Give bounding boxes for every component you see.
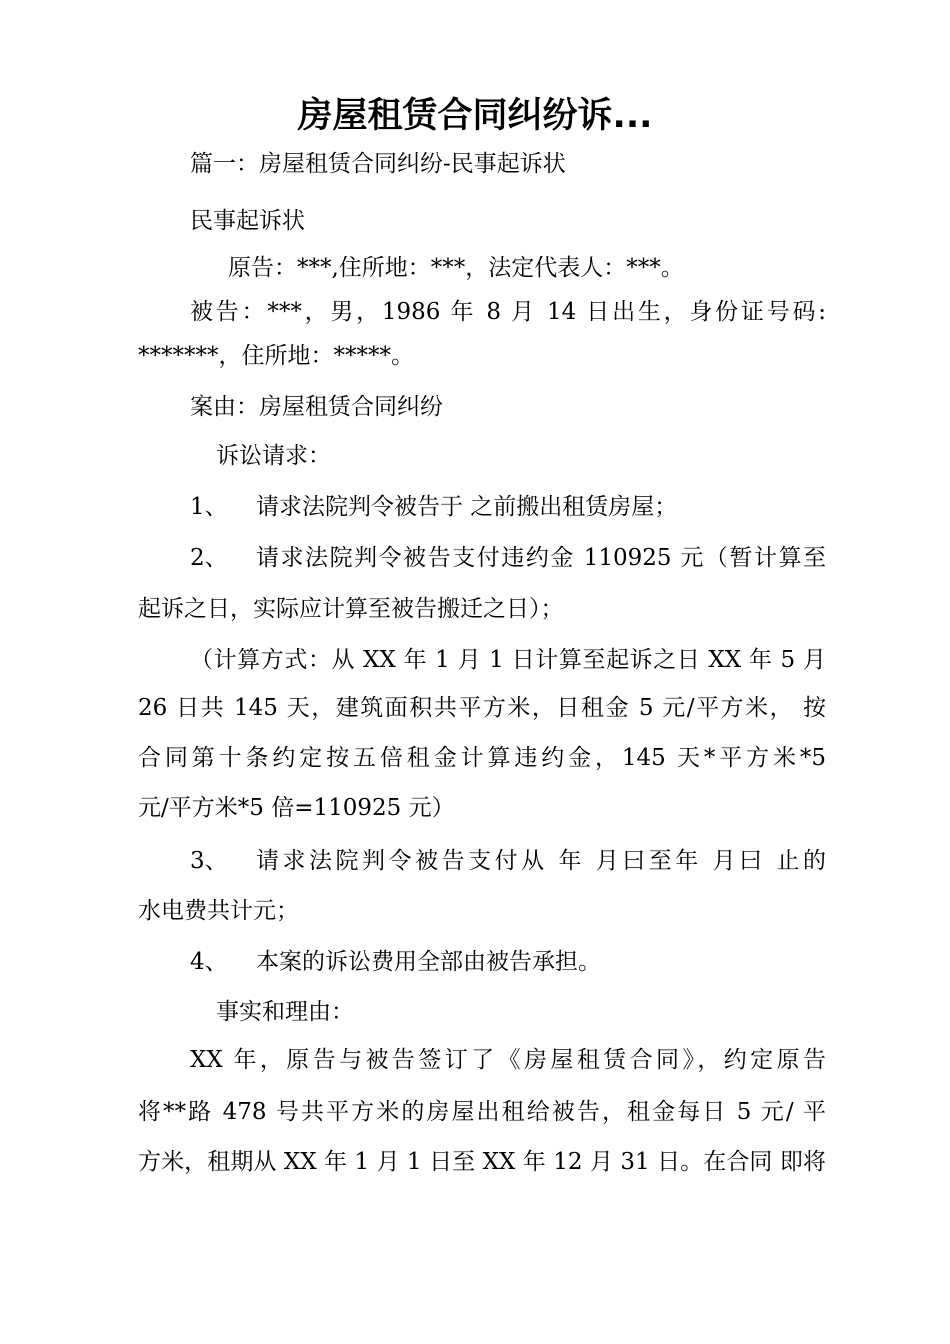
facts-heading: 事实和理由： <box>216 999 354 1025</box>
doc-type: 民事起诉状 <box>190 208 305 234</box>
claims-heading: 诉讼请求： <box>216 443 331 469</box>
plaintiff-line: 原告：***,住所地：***，法定代表人：***。 <box>228 255 684 281</box>
claim-number: 3、 <box>190 848 228 874</box>
claim-text: 请求法院判令被告支付违约金 110925 元（暂计算至 <box>256 545 826 571</box>
calc-line-1: （计算方式：从 XX 年 1 月 1 日计算至起诉之日 XX 年 5 月 <box>190 647 826 673</box>
claim-3-continuation: 水电费共计元； <box>138 898 299 924</box>
facts-line-1: XX 年，原告与被告签订了《房屋租赁合同》，约定原告 <box>190 1047 826 1073</box>
defendant-line-2: *******，住所地：*****。 <box>138 343 414 369</box>
claim-number: 2、 <box>190 545 228 571</box>
claim-item-4 <box>190 946 826 978</box>
calc-line-3: 合同第十条约定按五倍租金计算违约金，145 天*平方米*5 <box>138 745 826 771</box>
calc-line-4: 元/平方米*5 倍=110925 元） <box>138 795 455 821</box>
facts-line-2: 将**路 478 号共平方米的房屋出租给被告，租金每日 5 元/ 平 <box>138 1099 826 1125</box>
claim-text: 请求法院判令被告于 之前搬出租赁房屋； <box>256 494 678 520</box>
claim-item-1 <box>190 491 826 523</box>
defendant-line-1: 被告：***，男，1986 年 8 月 14 日出生，身份证号码: <box>190 299 826 325</box>
claim-text: 本案的诉讼费用全部由被告承担。 <box>256 949 601 975</box>
calc-line-2: 26 日共 145 天，建筑面积共平方米，日租金 5 元/平方米， 按 <box>138 695 826 721</box>
document-title: 房屋租赁合同纠纷诉... <box>297 96 653 136</box>
claim-text: 请求法院判令被告支付从 年 月曰至年 月曰 止的 <box>256 848 826 874</box>
cause-line: 案由：房屋租赁合同纠纷 <box>190 394 443 420</box>
claim-item-3 <box>190 845 826 877</box>
claim-2-continuation: 起诉之日，实际应计算至被告搬迁之日）； <box>138 596 564 622</box>
section-heading: 篇一：房屋租赁合同纠纷-民事起诉状 <box>190 151 566 177</box>
claim-number: 4、 <box>190 949 228 975</box>
claim-item-2 <box>190 542 826 574</box>
facts-line-3: 方米，租期从 XX 年 1 月 1 日至 XX 年 12 月 31 日。在合同 即将 <box>138 1149 826 1175</box>
claim-number: 1、 <box>190 494 228 520</box>
